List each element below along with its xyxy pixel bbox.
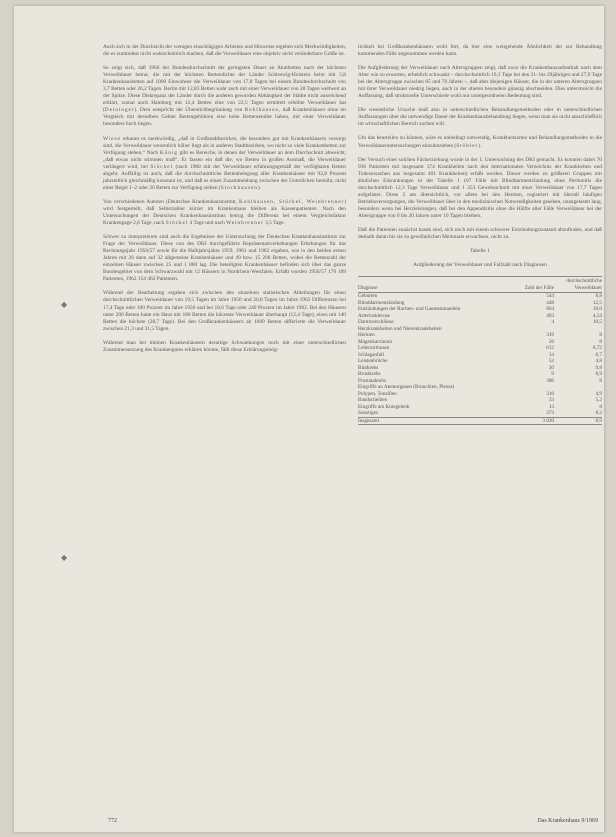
text-run: gibt es Bereiche, in denen der Verweildauer an dem Durchschnitt abweicht, „daß etwas nicht stimmen muß“. Er fassen ein daß die, wo Betten in großen Ausmaß, die Verweildauer verlängert wird, bei	[103, 149, 346, 170]
row-stay: 5,2	[595, 397, 602, 404]
row-stay: 9,8	[595, 364, 602, 371]
text-run: Die Aufgliederung der Verweildauer nach Altersgruppen zeigt, daß zwar die Krankenhausaufenthalt nach dem Alter wie zu erwarten, erheblich schwankt – durchschnittlich 19,3 Tage bei den 21- bis 29jährigen und 27,9 Tage bei der Altersgruppe zwischen 65 und 70 Jahren –, daß aber diejenigen Häuser, die in der unteren Altersgruppen mit ihrer Verweildauer niedrig liegen, auch in der oberen besonders günstig abschneiden. Dies unterstreicht die Auffassung, daß strukturelle Unterschiede wohl nur untergeordneten Bedeutung sind.	[358, 65, 602, 100]
header-diagnosis: Diagnose	[358, 277, 520, 293]
table-caption-number: Tabelle 1	[470, 248, 490, 255]
table-total-row	[358, 417, 602, 425]
row-stay: 6,7	[595, 351, 602, 358]
hole-punch-mark-icon: ◆	[61, 553, 68, 562]
row-diagnosis: Eingriffe an Atemorganen (Bronchien, Pleura)	[358, 384, 455, 391]
text-run: , daß Krankenhäuser ohne im Vergleich mit derselben Gebiet Bettengebühren eine hohe Bettenrendite haben, mit einer Verweildauer besonders hoch liegen.	[103, 107, 346, 128]
row-diagnosis: Polypen, Tonsillen	[358, 390, 397, 397]
row-count: 319	[546, 332, 554, 339]
row-count: 13	[548, 403, 554, 410]
text-run: Während man bei kleinen Krankenhäusern derartige Schwankungen noch mit einer unterschiedlichen Zusammensetzung des Krankengutes erklären könnte, fällt diese Erklärungsmög-	[103, 339, 346, 353]
paragraph	[358, 157, 602, 220]
row-count: 14	[548, 351, 554, 358]
table-header-row	[358, 277, 602, 293]
table-row	[358, 293, 602, 300]
text-run: 3,5 Tage.	[263, 220, 285, 227]
row-diagnosis: Magenkarzinom	[358, 338, 392, 345]
author-name: Weinbrenner	[226, 220, 264, 227]
row-count: 9	[551, 371, 554, 378]
row-stay: 8,9	[595, 371, 602, 378]
row-count: 33	[548, 397, 554, 404]
paragraph	[358, 107, 602, 128]
row-diagnosis: Entzündungen der Rachen- und Gaumenmandeln	[358, 306, 461, 313]
text-run: So zeigt sich, daß 1966 der Bundesdurchschnitt der geringsten Dauer an Akutbetten nach der höchsten Verweildauer betrat, die mit der höchsten Bettendichte der Länder Schleswig-Holstein beim mit 5,8 Krankenhausbetten auf 1000 Einwohner die Verweildauer von 17,8 Tagen bei einem Bundesdurchschnitt von 3,7 Betten oder 26,2 Tagen. Berlin mit 12,83 Betten wahr auch mit einer Verweildauer von 28 Tagen weltweit an der Spitze. Diese Diskrepanz der Länder durch die anderen geworden Abhängkeit der Städte nicht ausreichend erklärt, zumal auch Hamburg mit 12,4 Betten eine von 22,5 Tagen ermittelt erhöhte Verweildauer hat (	[103, 65, 346, 114]
paragraph	[103, 234, 346, 283]
row-diagnosis: Leistenbrüche	[358, 358, 388, 365]
paragraph	[358, 65, 602, 100]
paragraph	[103, 136, 346, 192]
author-name: Kohlhausen, Stöckel, Weinbrenner	[238, 198, 345, 205]
paragraph	[358, 44, 602, 58]
author-name: Deininger	[104, 107, 135, 114]
row-stay: 8	[599, 338, 602, 345]
text-run: ).	[257, 184, 262, 191]
text-run: ). Dem entspricht der Überstichbegründung von	[134, 107, 245, 114]
row-count: 864	[546, 306, 554, 313]
row-count: 403	[546, 312, 554, 319]
row-stay: 8	[599, 403, 602, 410]
right-paragraphs	[358, 44, 602, 241]
text-run: Der Versuch einer solchen Fächerziehung wurde in der 1. Untersuchung des DKI gemacht. Es konnten dabei 70 936 Patienten mit insgesamt 374 Krankheiten nach den internationalen Verzeichnis der Krankheiten und Todesursachen aus insgesamt 401 Krankheiten) erfaßt werden. Dieser werden zu größeren Gruppen mit ähnlichen Erkrankungen in der Tabelle 1 (67 Fälle mit Blinddarmentzündung ohne Peritonitis die durchschnittlich 12,3 Tage Verweildauer und 1 253 Gewebsschnitt mit einer Verweildauer von 17,7 Tagen aufgelistet. Diese 2 am übersichtlich, vor allem bei den Hernien, registriert mit überall häufigen Betriebsversorgungen, die Verweildauer über in den medizinischen Notwendigkeiten gesehen, unangetastet lang, besonders wenn bei Herzleistungen, daß bei den Appendizitis ohne die Hälfte aller Fälle Verweildauer bei der Altersgruppe von 0 bis 20 Jahren unter 10 Tagen bleiben.	[358, 156, 602, 219]
text-run: lichkeit bei Großkrankenhäusern wohl fort, da hier eine weitgehende Ähnlichkeit der zur Behandlung kommenden Fälle angenommen werden kann.	[358, 44, 602, 58]
row-diagnosis: Prostatakrebs	[358, 377, 386, 384]
right-text-column	[358, 44, 602, 425]
paragraph	[103, 340, 346, 354]
row-stay: 8,2	[595, 410, 602, 417]
row-count: 30	[548, 364, 554, 371]
row-diagnosis: Bandscheiben	[358, 397, 388, 404]
row-count: 306	[546, 377, 554, 384]
author-name: Stöckel	[165, 220, 189, 227]
total-stay: 8,9	[560, 417, 602, 425]
table-caption-title: Aufgliederung der Verweildauer und Fallzahl nach Diagnosen	[413, 262, 547, 269]
row-diagnosis: Brustkrebs	[358, 371, 381, 378]
row-diagnosis: Blinddarmentzündung	[358, 299, 405, 306]
table-row	[358, 410, 602, 417]
text-run: Auch sich in der Durchsicht der wenigen einschlägigen Arbeiten und Hinweise ergeben sich Merkwürdigkeiten, die es zumindest nicht wahrscheinlich machen, daß die Verweildauer eine objektiv nicht veränderbare Größe ist.	[103, 44, 346, 58]
row-stay: 4,9	[595, 390, 602, 397]
text-run: 4 Tage und nach	[188, 220, 227, 227]
author-name: König	[159, 149, 178, 156]
header-count: Zahl der Fälle	[520, 277, 560, 293]
author-name: Stöckel	[150, 163, 173, 170]
text-run: ).	[478, 142, 482, 149]
text-run: Die wesentliche Ursache muß also in unterschiedlichen Behandlungsmethoden oder in unterschiedlichen Auffassungen über die notwendige Dauer der Krankenhausbehandlung liegen, wenn man sie nicht ausschließlich im wirtschaftlichen Bereich suchen will.	[358, 107, 602, 128]
paragraph	[103, 44, 346, 58]
table-1	[358, 248, 602, 425]
header-stay: durchschnittliche Verweildauer	[560, 277, 602, 293]
row-count: 316	[546, 390, 554, 397]
row-count: 4	[551, 319, 554, 326]
paragraph	[103, 290, 346, 332]
journal-footer: Das Krankenhaus 9/1969	[537, 818, 598, 824]
row-count: 26	[548, 338, 554, 345]
table-body	[358, 293, 602, 418]
author-name: Stöbler	[456, 142, 479, 149]
left-text-column	[103, 44, 346, 361]
page-number: 772	[108, 818, 117, 824]
text-run: Um das beurteilen zu können, wäre es unbedingt notwendig, Krankheitsarten und Behandlungsmethoden in die Verweildaueruntersuchungen einzubeziehen (	[358, 135, 602, 149]
row-diagnosis: Sonstiges	[358, 410, 378, 417]
row-diagnosis: Schlaganfall	[358, 351, 384, 358]
author-name: Stockhausen	[220, 184, 258, 191]
text-run: (nach 1968 mit der Verweildauer erfahrungsgemäß der verfügbaren Betten abgeht. Auffällig ist auch, daß die durchschnittliche Bettenbelegung aller Krankenhäuser mit 92,8 Prozent jahrzeitlich gleichmäßig konstant ist, und daß es einen Zusammenhang zwischen der Unterlichen bemüht, nicht einer Regel 1–2 oder 20 Betten zur Verfügung stehen (	[103, 163, 346, 191]
row-stay: 8	[599, 332, 602, 339]
hole-punch-mark-icon: ◆	[61, 300, 68, 309]
text-run: Während der Bearbeitung ergaben sich zwischen den einzelnen statistischen Abteilungen für einen durchschnittlichen Verweildauer von 19,5 Tagen im Jahre 1956 und 20,8 Tagen im Jahre 1962 Differenzen bei 17,4 Tage oder 100 Prozent im Jahre 1956 und bei 18,6 Tage oder 240 Prozent im Jahre 1962. Bei den Häusern unter 200 Betten hatte ein Haus mit 180 Betten die kürzeste Verweildauer überhaupt (12,4 Tage), eines mit 140 Betten die höchste (28,7 Tage). Bei den Großkrankenhäusern ab 1000 Betten differierte die Verweildauer zwischen 21,3 und 31,5 Tagen.	[103, 290, 346, 332]
row-diagnosis: Eingriffe am Kniegelenk	[358, 403, 410, 410]
text-run: Von verschiedenen Autoren (Deutsches Krankenhausinstitut,	[103, 198, 239, 205]
row-count: 544	[546, 293, 554, 300]
row-diagnosis: Arteriosklerose	[358, 312, 390, 319]
row-count: 612	[546, 345, 554, 352]
paragraph	[358, 227, 602, 241]
row-stay: 4,54	[592, 312, 602, 319]
text-run: ) wird festgestellt, daß Selbstzahler kürzer im Krankenhaus bleiben als Kassenpatienten. Nach den Untersuchungen der Deutschen Krankenhausinstituts betrug die Differenz bei einem Vergleichsfaktor Krankengage 2,6 Tage, nach	[103, 198, 346, 227]
row-stay: 12,5	[592, 299, 602, 306]
text-run: Daß die Patienten zunächst krank sind, sich noch mit einem schwerer Entzündungszustand abzufinden, und daß deshalb daran bis sie zu gewöhnlichen Merkmale erwachsen, nicht zu.	[358, 226, 602, 241]
text-run: erkannt es merkwürdig, „daß in Großstadtbezirken, die besonders gut mit Krankenhäusern versorgt sind, die Verweildauer wesentlich höher liegt als in anderen Stadtbezirken, wo nicht so viele Krankenbetten zur Verfügung stehen.“ Nach	[103, 135, 346, 156]
row-count: 448	[546, 299, 554, 306]
row-stay: 4,8	[595, 358, 602, 365]
row-stay: 8,8	[595, 293, 602, 300]
author-name: Wiese	[103, 135, 121, 142]
author-name: Rohlhausen	[244, 107, 280, 114]
row-diagnosis: Blutkrebs	[358, 364, 379, 371]
row-stay: 10,0	[592, 306, 602, 313]
diagnosis-table	[358, 276, 602, 425]
row-diagnosis: Leberzirrhosen	[358, 345, 390, 352]
total-count: 3 020	[520, 417, 560, 425]
row-diagnosis: Herzkrankheiten und Nierenkrankheiten	[358, 325, 442, 332]
text-run: Schwer zu interpretieren sind auch die Ergebnisse der Untersuchung der Deutschen Krankenhausinstituts zur Frage der Verweildauer. Diese von des DKI durchgeführte Repräsentativerhebungen Erhebungen für das Rechnungsjahr 1956/57 sowie für die Halbjahrsjahre 1959, 1961 und 1962 ergaben, wie in den beiden ersten Jahren mit 26 dann auf 32 allgemeine Krankenhäuser und 49 bzw. 15 200 Betten, wobei die Bettenzahl der einzelnen Häuser zwischen 25 und 1 800 lag. Die beteiligten Krankenhäuser befinden sich über das ganze Bundesgebiet von dem Schwarzwald mit 12 Häusern in Nordrhein-Westfalen. Erfaßt wurden 1956/57 170 109 Patienten, 1962 154 462 Patienten.	[103, 234, 346, 283]
row-count: 52	[548, 358, 554, 365]
scanned-page	[14, 6, 604, 832]
paragraph	[358, 135, 602, 149]
row-stay: 8,72	[592, 345, 602, 352]
row-stay: 8	[599, 377, 602, 384]
row-diagnosis: Geburten	[358, 293, 378, 300]
total-label: Insgesamt	[358, 417, 520, 425]
row-diagnosis: Hernien	[358, 332, 375, 339]
paragraph	[103, 199, 346, 227]
paragraph	[103, 65, 346, 128]
row-diagnosis: Darmverschlüsse	[358, 319, 394, 326]
row-stay: 10,5	[592, 319, 602, 326]
row-count: 373	[546, 410, 554, 417]
